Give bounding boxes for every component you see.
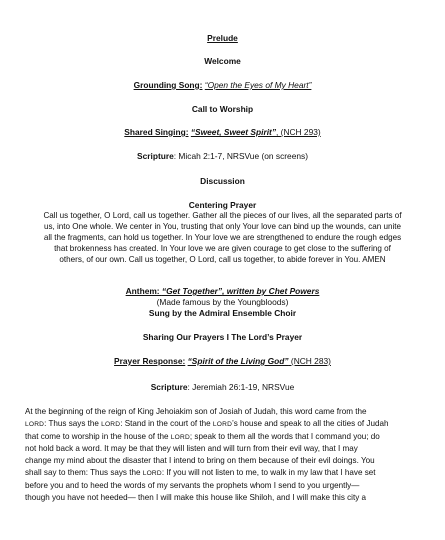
prayer-response-label: Prayer Response: — [114, 356, 186, 366]
prayer-response-ref: (NCH 283) — [288, 356, 331, 366]
reading-text: : If you will not listen to me, to walk in my law that I have set — [161, 467, 376, 477]
sharing-prayers-heading: Sharing Our Prayers I The Lord’s Prayer — [142, 332, 303, 342]
grounding-song — [0, 80, 445, 91]
lord-smallcaps: LORD — [142, 469, 162, 477]
anthem-byline: , written by Chet Powers — [222, 286, 320, 296]
lord-smallcaps: LORD — [212, 420, 233, 428]
reading-line — [25, 431, 425, 444]
reading-text: shall say to them: Thus says the — [25, 467, 143, 477]
prayer-response — [0, 356, 445, 367]
call-to-worship-heading: Call to Worship — [191, 104, 254, 114]
reading-line — [25, 492, 425, 504]
reading-line — [25, 467, 425, 480]
anthem-label: Anthem: — [125, 286, 162, 296]
lord-smallcaps: LORD — [170, 433, 190, 441]
reading-line — [25, 480, 425, 492]
scripture-text: : Jeremiah 26:1-19, NRSVue — [187, 382, 295, 392]
reading-text: change my mind about the disaster that I intend to bring on them because of their evil doings. You — [25, 456, 375, 466]
scripture-text: : Micah 2:1-7, NRSVue (on screens) — [173, 151, 308, 161]
lord-smallcaps: LORD — [25, 420, 45, 428]
reading-text: ’s house and speak to all the cities of Judah — [232, 418, 389, 428]
reading-text: not hold back a word. It may be that they will listen and will turn from their evil way, that I may — [25, 444, 358, 454]
anthem-title: “Get Together” — [161, 286, 223, 296]
scripture-label: Scripture — [137, 151, 174, 161]
reading-text: : Thus says the — [44, 418, 102, 428]
discussion-heading: Discussion — [200, 176, 245, 186]
shared-singing-title: “Sweet, Sweet Spirit” — [190, 127, 277, 137]
scripture-jeremiah — [0, 382, 445, 393]
reading-line — [25, 418, 425, 431]
reading-text: At the beginning of the reign of King Jehoiakim son of Josiah of Judah, this word came from the — [25, 407, 367, 416]
prayer-line: others, of our own. Call us together, O Lord, call us together, to abide forever in You. AMEN — [59, 255, 386, 264]
lord-smallcaps: LORD — [101, 420, 121, 428]
reading-text: : Stand in the court of the — [120, 418, 213, 428]
shared-singing-label: Shared Singing: — [124, 127, 189, 137]
prayer-line: all the fragments, can hold us together. In Your love we are strengthened to endure the rough edges — [43, 233, 402, 242]
welcome-heading: Welcome — [204, 56, 241, 66]
prayer-line: Call us together, O Lord, call us together. Gather all the pieces of our lives, all the separated parts of — [43, 211, 402, 220]
reading-text: before you and to heed the words of my servants the prophets whom I send to you urgently— — [25, 480, 360, 490]
centering-prayer-title: Centering Prayer — [188, 200, 257, 210]
prayer-line: us, into One whole. We center in You, trusting that only Your love can bind up the wounds, can unite — [43, 222, 402, 231]
centering-prayer-text — [0, 210, 445, 265]
anthem-line — [0, 286, 445, 297]
grounding-song-label: Grounding Song: — [133, 80, 203, 90]
prayer-response-title: “Spirit of the Living God” — [187, 356, 289, 366]
prelude-heading: Prelude — [207, 33, 238, 43]
reading-line — [25, 443, 425, 455]
prayer-line: that brokenness has created. In Your love we are given courage to get close to the suffering of — [54, 244, 391, 253]
shared-singing — [0, 127, 445, 138]
reading-line — [25, 406, 425, 418]
scripture-micah — [0, 151, 445, 162]
anthem-note: (Made famous by the Youngbloods) — [156, 297, 289, 307]
reading-text: ; speak to them all the words that I command you; do — [189, 431, 380, 441]
reading-text: that come to worship in the house of the — [25, 431, 171, 441]
scripture-reading-text — [25, 406, 425, 503]
grounding-song-title: “Open the Eyes of My Heart” — [204, 80, 312, 90]
reading-line — [25, 455, 425, 467]
scripture-label: Scripture — [150, 382, 188, 392]
anthem-sung-by: Sung by the Admiral Ensemble Choir — [148, 308, 297, 318]
reading-text: though you have not heeded— then I will make this house like Shiloh, and I will make this city a — [25, 492, 367, 502]
shared-singing-ref: , (NCH 293) — [276, 127, 321, 137]
